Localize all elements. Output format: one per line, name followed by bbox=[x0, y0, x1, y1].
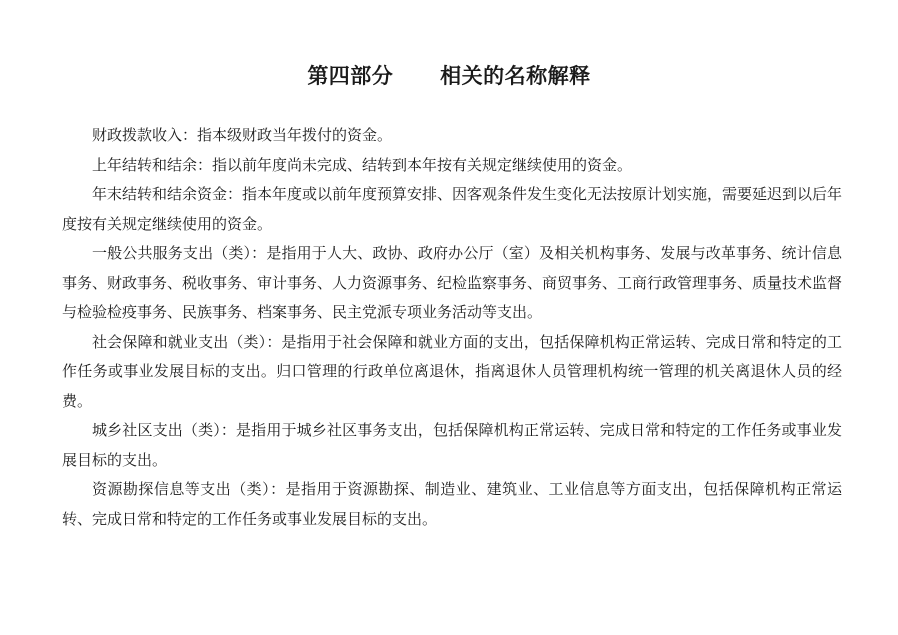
document-body bbox=[62, 121, 842, 534]
definition-resource-exploration-information: 资源勘探信息等支出（类）：是指用于资源勘探、制造业、建筑业、工业信息等方面支出，包括保障机构正常运转、完成日常和特定的工作任务或事业发展目标的支出。 bbox=[62, 480, 842, 528]
definition-general-public-services: 一般公共服务支出（类）：是指用于人大、政协、政府办公厅（室）及相关机构事务、发展与改革事务、统计信息事务、财政事务、税收事务、审计事务、人力资源事务、纪检监察事务、商贸事务、工商行政管理事务、质量技术监督与检验检疫事务、民族事务、档案事务、民主党派专项业务活动等支出。 bbox=[62, 244, 843, 321]
definition-year-end-carryover-funds: 年末结转和结余资金：指本年度或以前年度预算安排、因客观条件发生变化无法按原计划实施，需要延迟到以后年度按有关规定继续使用的资金。 bbox=[62, 185, 843, 233]
definition-prior-year-carryover: 上年结转和结余：指以前年度尚未完成、结转到本年按有关规定继续使用的资金。 bbox=[92, 155, 633, 174]
definition-urban-rural-community: 城乡社区支出（类）：是指用于城乡社区事务支出，包括保障机构正常运转、完成日常和特定的工作任务或事业发展目标的支出。 bbox=[62, 421, 842, 469]
page-title: 第四部分 相关的名称解释 bbox=[307, 64, 591, 88]
definition-social-security-employment: 社会保障和就业支出（类）：是指用于社会保障和就业方面的支出，包括保障机构正常运转、完成日常和特定的工作任务或事业发展目标的支出。归口管理的行政单位离退休，指离退休人员管理机构统一管理的机关离退休人员的经费。 bbox=[62, 332, 842, 410]
definition-fiscal-appropriation-income: 财政拨款收入：指本级财政当年拨付的资金。 bbox=[92, 126, 393, 144]
